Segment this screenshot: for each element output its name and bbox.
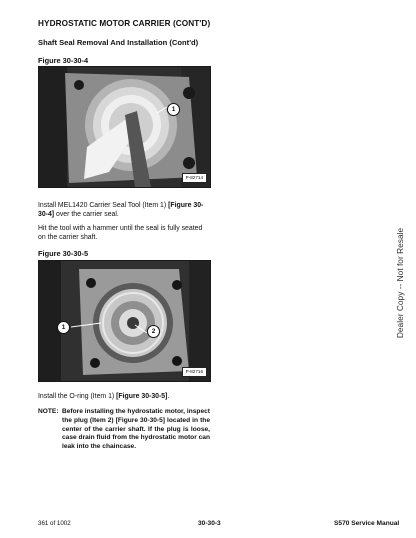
dealer-copy-watermark: Dealer Copy -- Not for Resale (395, 227, 405, 339)
footer-manual-title: S570 Service Manual (334, 520, 400, 527)
instruction-hit-tool: Hit the tool with a hammer until the seal is fully seated on the carrier shaft. (38, 225, 203, 241)
figure2-callout-1: 1 (57, 321, 70, 334)
figure1-photo-code: P-82714 (182, 173, 207, 183)
figure1-callout-1: 1 (167, 103, 180, 116)
figure-photo-2 (38, 260, 211, 382)
figure-label-1: Figure 30-30-4 (38, 56, 89, 65)
figure2-photo-code: P-82716 (182, 367, 207, 377)
figure-reference: [Figure 30-30-4] (38, 202, 204, 218)
photo-seal-tool-graphic (39, 67, 210, 187)
note-text: Before installing the hydrostatic motor, inspect the plug (Item 2) [Figure 30-30-5] located in the center of the carrier shaft. If the plug is loose, case drain fluid from the hydrostatic motor can leak into the chaincase. (62, 408, 210, 451)
footer-page-number: 30-30-3 (198, 520, 221, 527)
figure-photo-1 (38, 66, 211, 188)
section-title: HYDROSTATIC MOTOR CARRIER (CONT'D) (38, 19, 211, 28)
note-block (38, 408, 210, 452)
section-subtitle: Shaft Seal Removal And Installation (Cont'd) (38, 38, 199, 47)
footer-page-count: 361 of 1002 (38, 520, 71, 527)
instruction-install-oring: Install the O-ring (Item 1) [Figure 30-30-5]. (38, 393, 170, 400)
figure2-callout-2: 2 (147, 325, 160, 338)
figure-label-2: Figure 30-30-5 (38, 249, 89, 258)
note-label: NOTE: (38, 408, 59, 415)
instruction-install-seal-tool: Install MEL1420 Carrier Seal Tool (Item 1) [Figure 30-30-4] over the carrier seal. (38, 202, 204, 218)
figure-reference: [Figure 30-30-5] (116, 393, 168, 400)
